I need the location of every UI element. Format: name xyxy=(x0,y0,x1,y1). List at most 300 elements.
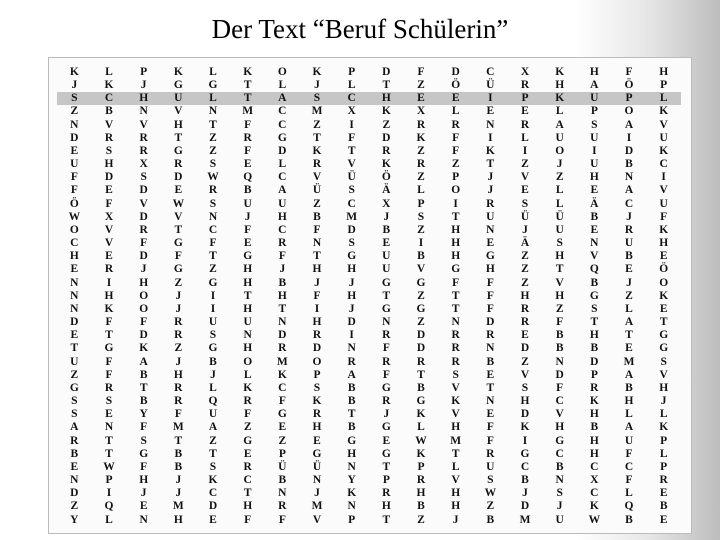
grid-cell: Z xyxy=(243,421,252,434)
grid-cell: L xyxy=(417,184,425,197)
grid-cell: V xyxy=(590,250,599,263)
grid-cell: T xyxy=(243,487,252,500)
grid-cell: H xyxy=(312,421,322,434)
grid-cell: A xyxy=(624,421,634,434)
grid-cell: Ö xyxy=(659,263,669,276)
grid-cell: J xyxy=(314,276,320,289)
grid-cell: Ä xyxy=(382,184,391,197)
grid-cell: K xyxy=(243,381,253,394)
grid-cell: E xyxy=(659,302,668,315)
grid-cell: H xyxy=(589,329,599,342)
grid-cell: B xyxy=(590,421,599,434)
grid-cell: R xyxy=(382,395,391,408)
grid-cell: C xyxy=(590,487,599,500)
grid-cell: R xyxy=(382,355,391,368)
grid-cell: H xyxy=(243,342,253,355)
grid-cell: R xyxy=(243,131,252,144)
grid-cell: R xyxy=(486,197,495,210)
grid-cell: L xyxy=(278,78,287,91)
grid-cell: O xyxy=(139,289,149,302)
grid-cell: T xyxy=(174,131,183,144)
grid-cell: B xyxy=(417,250,425,263)
grid-cell: F xyxy=(452,131,460,144)
grid-cell: V xyxy=(451,474,460,487)
grid-cell: S xyxy=(140,434,147,447)
grid-cell: B xyxy=(278,474,287,487)
grid-cell: I xyxy=(210,302,216,315)
grid-cell: H xyxy=(520,289,530,302)
grid-cell: H xyxy=(451,223,461,236)
grid-cell: U xyxy=(555,223,564,236)
grid-cell: G xyxy=(381,302,391,315)
grid-cell: R xyxy=(139,131,148,144)
grid-cell: X xyxy=(416,105,426,118)
grid-cell: S xyxy=(660,355,667,368)
grid-cell: B xyxy=(417,381,425,394)
grid-cell: B xyxy=(555,460,564,473)
grid-cell: Ö xyxy=(624,78,634,91)
grid-cell: G xyxy=(659,329,669,342)
grid-cell: F xyxy=(244,223,252,236)
grid-cell: Ü xyxy=(347,171,356,184)
grid-cell: G xyxy=(381,447,391,460)
grid-cell: U xyxy=(382,263,391,276)
grid-cell: V xyxy=(104,237,114,250)
grid-cell: W xyxy=(207,171,219,184)
grid-cell: K xyxy=(589,395,599,408)
grid-cell: D xyxy=(208,500,218,513)
grid-cell: U xyxy=(208,408,218,421)
grid-cell: T xyxy=(382,460,391,473)
grid-cell: T xyxy=(451,302,460,315)
grid-cell: B xyxy=(417,500,425,513)
grid-cell: E xyxy=(659,513,668,526)
grid-cell: J xyxy=(626,210,632,223)
grid-cell: T xyxy=(243,78,252,91)
grid-cell: H xyxy=(347,289,357,302)
grid-cell: S xyxy=(313,381,321,394)
grid-cell: A xyxy=(278,92,287,105)
grid-cell: K xyxy=(312,144,322,157)
page-title: Der Text “Beruf Schülerin” xyxy=(211,14,509,44)
grid-cell: Ü xyxy=(278,460,287,473)
grid-cell: D xyxy=(278,329,287,342)
grid-cell: G xyxy=(139,447,149,460)
grid-cell: T xyxy=(347,408,356,421)
grid-cell: D xyxy=(70,487,79,500)
grid-cell: V xyxy=(451,408,460,421)
grid-cell: J xyxy=(279,263,286,276)
grid-cell: F xyxy=(382,342,390,355)
grid-cell: G xyxy=(347,434,357,447)
grid-cell: B xyxy=(382,223,391,236)
grid-cell: J xyxy=(556,158,563,171)
grid-cell: H xyxy=(451,237,461,250)
grid-cell: H xyxy=(555,289,565,302)
grid-cell: P xyxy=(313,368,321,381)
grid-cell: K xyxy=(659,223,669,236)
grid-cell: N xyxy=(347,460,356,473)
grid-cell: N xyxy=(555,474,564,487)
grid-cell: M xyxy=(623,355,635,368)
grid-cell: I xyxy=(349,329,354,342)
grid-cell: B xyxy=(174,460,183,473)
grid-cell: A xyxy=(590,78,599,91)
grid-cell: R xyxy=(312,408,322,421)
grid-cell: H xyxy=(277,210,287,223)
grid-cell: N xyxy=(486,223,495,236)
grid-cell: A xyxy=(555,118,564,131)
grid-cell: R xyxy=(416,355,426,368)
grid-cell: U xyxy=(174,92,183,105)
grid-cell: N xyxy=(104,421,114,434)
grid-cell: D xyxy=(520,342,530,355)
grid-cell: V xyxy=(139,197,148,210)
grid-cell: O xyxy=(624,105,634,118)
grid-cell: N xyxy=(208,210,218,223)
grid-cell: P xyxy=(382,474,390,487)
grid-cell: S xyxy=(348,237,355,250)
grid-cell: T xyxy=(451,447,460,460)
grid-cell: O xyxy=(451,184,461,197)
grid-cell: C xyxy=(208,223,218,236)
grid-cell: M xyxy=(276,355,288,368)
grid-cell: M xyxy=(346,210,358,223)
grid-cell: Ö xyxy=(451,78,461,91)
grid-cell: H xyxy=(347,263,357,276)
grid-cell: K xyxy=(451,395,461,408)
grid-cell: Y xyxy=(139,408,148,421)
grid-cell: O xyxy=(139,302,149,315)
grid-cell: E xyxy=(659,250,668,263)
grid-cell: U xyxy=(278,197,287,210)
grid-cell: E xyxy=(486,237,495,250)
grid-cell: G xyxy=(659,342,669,355)
grid-cell: E xyxy=(209,513,217,526)
grid-cell: V xyxy=(312,513,322,526)
grid-cell: P xyxy=(140,65,148,78)
grid-cell: H xyxy=(416,487,426,500)
grid-cell: L xyxy=(451,460,460,473)
grid-cell: R xyxy=(520,316,530,329)
grid-cell: H xyxy=(243,302,253,315)
grid-cell: C xyxy=(104,92,114,105)
grid-cell: R xyxy=(174,395,183,408)
grid-cell: P xyxy=(660,434,668,447)
grid-cell: Z xyxy=(313,197,321,210)
grid-cell: M xyxy=(519,513,531,526)
grid-cell: F xyxy=(244,144,252,157)
grid-cell: P xyxy=(417,197,425,210)
grid-cell: J xyxy=(522,487,528,500)
grid-cell: J xyxy=(175,289,182,302)
grid-cell: S xyxy=(209,460,217,473)
grid-cell: E xyxy=(486,105,495,118)
grid-cell: G xyxy=(312,447,322,460)
grid-cell: M xyxy=(311,500,323,513)
grid-cell: U xyxy=(486,460,495,473)
grid-cell: S xyxy=(591,302,598,315)
grid-cell: Z xyxy=(209,263,217,276)
grid-cell: F xyxy=(556,381,564,394)
grid-cell: N xyxy=(70,302,79,315)
grid-cell: R xyxy=(486,447,495,460)
grid-cell: D xyxy=(520,408,530,421)
grid-cell: B xyxy=(486,355,495,368)
grid-cell: T xyxy=(174,434,183,447)
grid-cell: J xyxy=(71,78,78,91)
grid-cell: G xyxy=(381,276,391,289)
grid-cell: G xyxy=(520,447,530,460)
grid-cell: A xyxy=(278,184,287,197)
grid-cell: S xyxy=(591,118,598,131)
grid-cell: G xyxy=(416,276,426,289)
grid-cell: H xyxy=(104,158,114,171)
grid-cell: R xyxy=(451,342,460,355)
grid-cell: R xyxy=(451,118,460,131)
grid-cell: N xyxy=(139,105,148,118)
grid-cell: Z xyxy=(521,355,529,368)
grid-cell: Z xyxy=(174,342,183,355)
grid-cell: S xyxy=(209,329,217,342)
grid-cell: H xyxy=(69,250,79,263)
grid-cell: O xyxy=(243,355,253,368)
grid-cell: D xyxy=(486,316,495,329)
grid-cell: I xyxy=(453,197,458,210)
grid-cell: L xyxy=(625,302,633,315)
grid-cell: U xyxy=(590,131,599,144)
grid-cell: N xyxy=(486,395,495,408)
grid-cell: L xyxy=(521,131,529,144)
grid-cell: I xyxy=(106,276,112,289)
grid-cell: G xyxy=(347,250,357,263)
grid-cell: S xyxy=(348,184,355,197)
grid-cell: T xyxy=(486,158,495,171)
grid-cell: R xyxy=(520,302,530,315)
grid-cell: K xyxy=(381,158,391,171)
grid-cell: F xyxy=(244,513,252,526)
grid-cell: H xyxy=(659,237,669,250)
grid-cell: A xyxy=(624,184,634,197)
grid-cell: J xyxy=(452,513,459,526)
grid-cell: W xyxy=(588,513,601,526)
grid-cell: T xyxy=(451,289,460,302)
grid-cell: W xyxy=(415,434,427,447)
grid-cell: V xyxy=(416,263,426,276)
grid-cell: B xyxy=(139,395,148,408)
grid-cell: B xyxy=(555,342,564,355)
grid-cell: F xyxy=(278,250,286,263)
grid-cell: G xyxy=(208,78,218,91)
grid-cell: D xyxy=(139,184,148,197)
grid-cell: H xyxy=(312,263,322,276)
grid-cell: E xyxy=(590,184,599,197)
grid-cell: G xyxy=(555,434,565,447)
grid-cell: T xyxy=(382,513,391,526)
grid-cell: F xyxy=(140,460,148,473)
grid-cell: L xyxy=(105,513,113,526)
grid-cell: K xyxy=(312,395,322,408)
grid-cell: T xyxy=(243,289,252,302)
grid-cell: C xyxy=(70,237,79,250)
grid-cell: K xyxy=(416,131,426,144)
grid-cell: H xyxy=(104,289,114,302)
grid-cell: N xyxy=(278,316,287,329)
grid-cell: K xyxy=(173,65,183,78)
grid-cell: Q xyxy=(243,171,253,184)
grid-cell: D xyxy=(555,368,564,381)
grid-cell: A xyxy=(624,118,634,131)
grid-cell: J xyxy=(487,171,494,184)
grid-cell: K xyxy=(520,421,530,434)
grid-cell: N xyxy=(382,316,391,329)
grid-cell: F xyxy=(209,237,217,250)
grid-cell: V xyxy=(104,223,114,236)
grid-cell: C xyxy=(555,395,564,408)
grid-cell: B xyxy=(555,329,564,342)
grid-cell: E xyxy=(105,250,113,263)
grid-cell: U xyxy=(590,158,599,171)
grid-cell: B xyxy=(659,500,668,513)
grid-cell: K xyxy=(416,447,426,460)
grid-cell: Ü xyxy=(486,78,495,91)
grid-cell: C xyxy=(347,197,356,210)
grid-cell: R xyxy=(174,158,183,171)
grid-cell: E xyxy=(486,408,495,421)
grid-cell: R xyxy=(382,329,391,342)
grid-cell: S xyxy=(105,144,113,157)
grid-cell: Z xyxy=(555,302,564,315)
grid-cell: I xyxy=(418,237,424,250)
grid-cell: J xyxy=(487,184,494,197)
grid-cell: P xyxy=(105,474,113,487)
grid-cell: D xyxy=(139,329,148,342)
grid-cell: R xyxy=(278,342,287,355)
grid-cell: H xyxy=(173,513,183,526)
grid-cell: J xyxy=(348,276,355,289)
grid-cell: V xyxy=(555,276,564,289)
grid-cell: Z xyxy=(70,105,79,118)
word-search-sheet xyxy=(48,57,692,534)
grid-cell: A xyxy=(624,316,634,329)
grid-cell: D xyxy=(416,329,426,342)
grid-cell: V xyxy=(520,368,530,381)
grid-cell: B xyxy=(139,368,148,381)
grid-cell: G xyxy=(243,434,253,447)
grid-cell: B xyxy=(347,381,356,394)
grid-cell: G xyxy=(173,263,183,276)
grid-cell: E xyxy=(417,92,425,105)
grid-cell: H xyxy=(451,250,461,263)
grid-cell: S xyxy=(452,368,459,381)
grid-cell: V xyxy=(174,105,183,118)
grid-cell: C xyxy=(243,474,252,487)
grid-cell: L xyxy=(625,487,633,500)
grid-cell: H xyxy=(555,250,565,263)
grid-cell: Z xyxy=(521,276,529,289)
grid-cell: T xyxy=(486,381,495,394)
grid-cell: Y xyxy=(70,513,79,526)
grid-cell: B xyxy=(174,447,183,460)
grid-cell: F xyxy=(174,408,182,421)
grid-cell: C xyxy=(278,171,287,184)
grid-cell: R xyxy=(278,500,287,513)
grid-cell: Z xyxy=(417,144,425,157)
grid-cell: S xyxy=(487,474,494,487)
grid-cell: Z xyxy=(209,434,217,447)
grid-cell: J xyxy=(314,487,320,500)
grid-cell: N xyxy=(486,118,495,131)
grid-cell: R xyxy=(70,434,79,447)
grid-cell: D xyxy=(70,316,79,329)
grid-cell: T xyxy=(659,316,668,329)
grid-cell: F xyxy=(70,184,78,197)
grid-cell: C xyxy=(278,381,287,394)
grid-cell: C xyxy=(590,460,599,473)
grid-cell: K xyxy=(659,421,669,434)
grid-cell: P xyxy=(660,78,668,91)
grid-cell: Z xyxy=(417,171,425,184)
grid-cell: U xyxy=(382,250,391,263)
grid-cell: S xyxy=(209,197,217,210)
grid-cell: F xyxy=(348,131,356,144)
grid-cell: L xyxy=(209,65,217,78)
grid-cell: G xyxy=(451,263,461,276)
grid-cell: N xyxy=(347,500,356,513)
grid-cell: F xyxy=(486,302,494,315)
grid-cell: G xyxy=(589,289,599,302)
grid-cell: R xyxy=(104,381,114,394)
grid-cell: Ü xyxy=(555,210,564,223)
grid-cell: F xyxy=(105,197,113,210)
grid-cell: K xyxy=(485,144,495,157)
grid-cell: E xyxy=(139,500,148,513)
grid-cell: T xyxy=(105,329,113,342)
grid-cell: L xyxy=(209,381,217,394)
grid-cell: J xyxy=(314,78,320,91)
grid-cell: N xyxy=(70,474,79,487)
grid-cell: H xyxy=(243,263,253,276)
grid-cell: H xyxy=(381,92,391,105)
grid-cell: T xyxy=(625,329,633,342)
grid-cell: Z xyxy=(70,368,79,381)
grid-cell: F xyxy=(486,421,494,434)
grid-cell: J xyxy=(660,395,667,408)
grid-cell: K xyxy=(347,487,357,500)
grid-cell: T xyxy=(382,78,391,91)
grid-cell: B xyxy=(278,276,287,289)
grid-cell: M xyxy=(311,105,323,118)
grid-cell: U xyxy=(208,316,218,329)
grid-cell: E xyxy=(382,434,391,447)
grid-cell: C xyxy=(520,460,530,473)
grid-cell: D xyxy=(451,65,460,78)
grid-cell: I xyxy=(592,144,597,157)
grid-cell: B xyxy=(486,513,495,526)
grid-cell: D xyxy=(416,342,426,355)
grid-cell: H xyxy=(243,276,253,289)
grid-cell: U xyxy=(555,513,564,526)
grid-cell: N xyxy=(312,474,322,487)
grid-cell: N xyxy=(486,342,495,355)
grid-cell: J xyxy=(175,355,182,368)
grid-cell: T xyxy=(105,434,113,447)
grid-cell: D xyxy=(347,223,356,236)
grid-cell: F xyxy=(486,434,494,447)
grid-cell: E xyxy=(659,487,668,500)
grid-cell: Ö xyxy=(381,171,391,184)
grid-cell: B xyxy=(347,395,356,408)
